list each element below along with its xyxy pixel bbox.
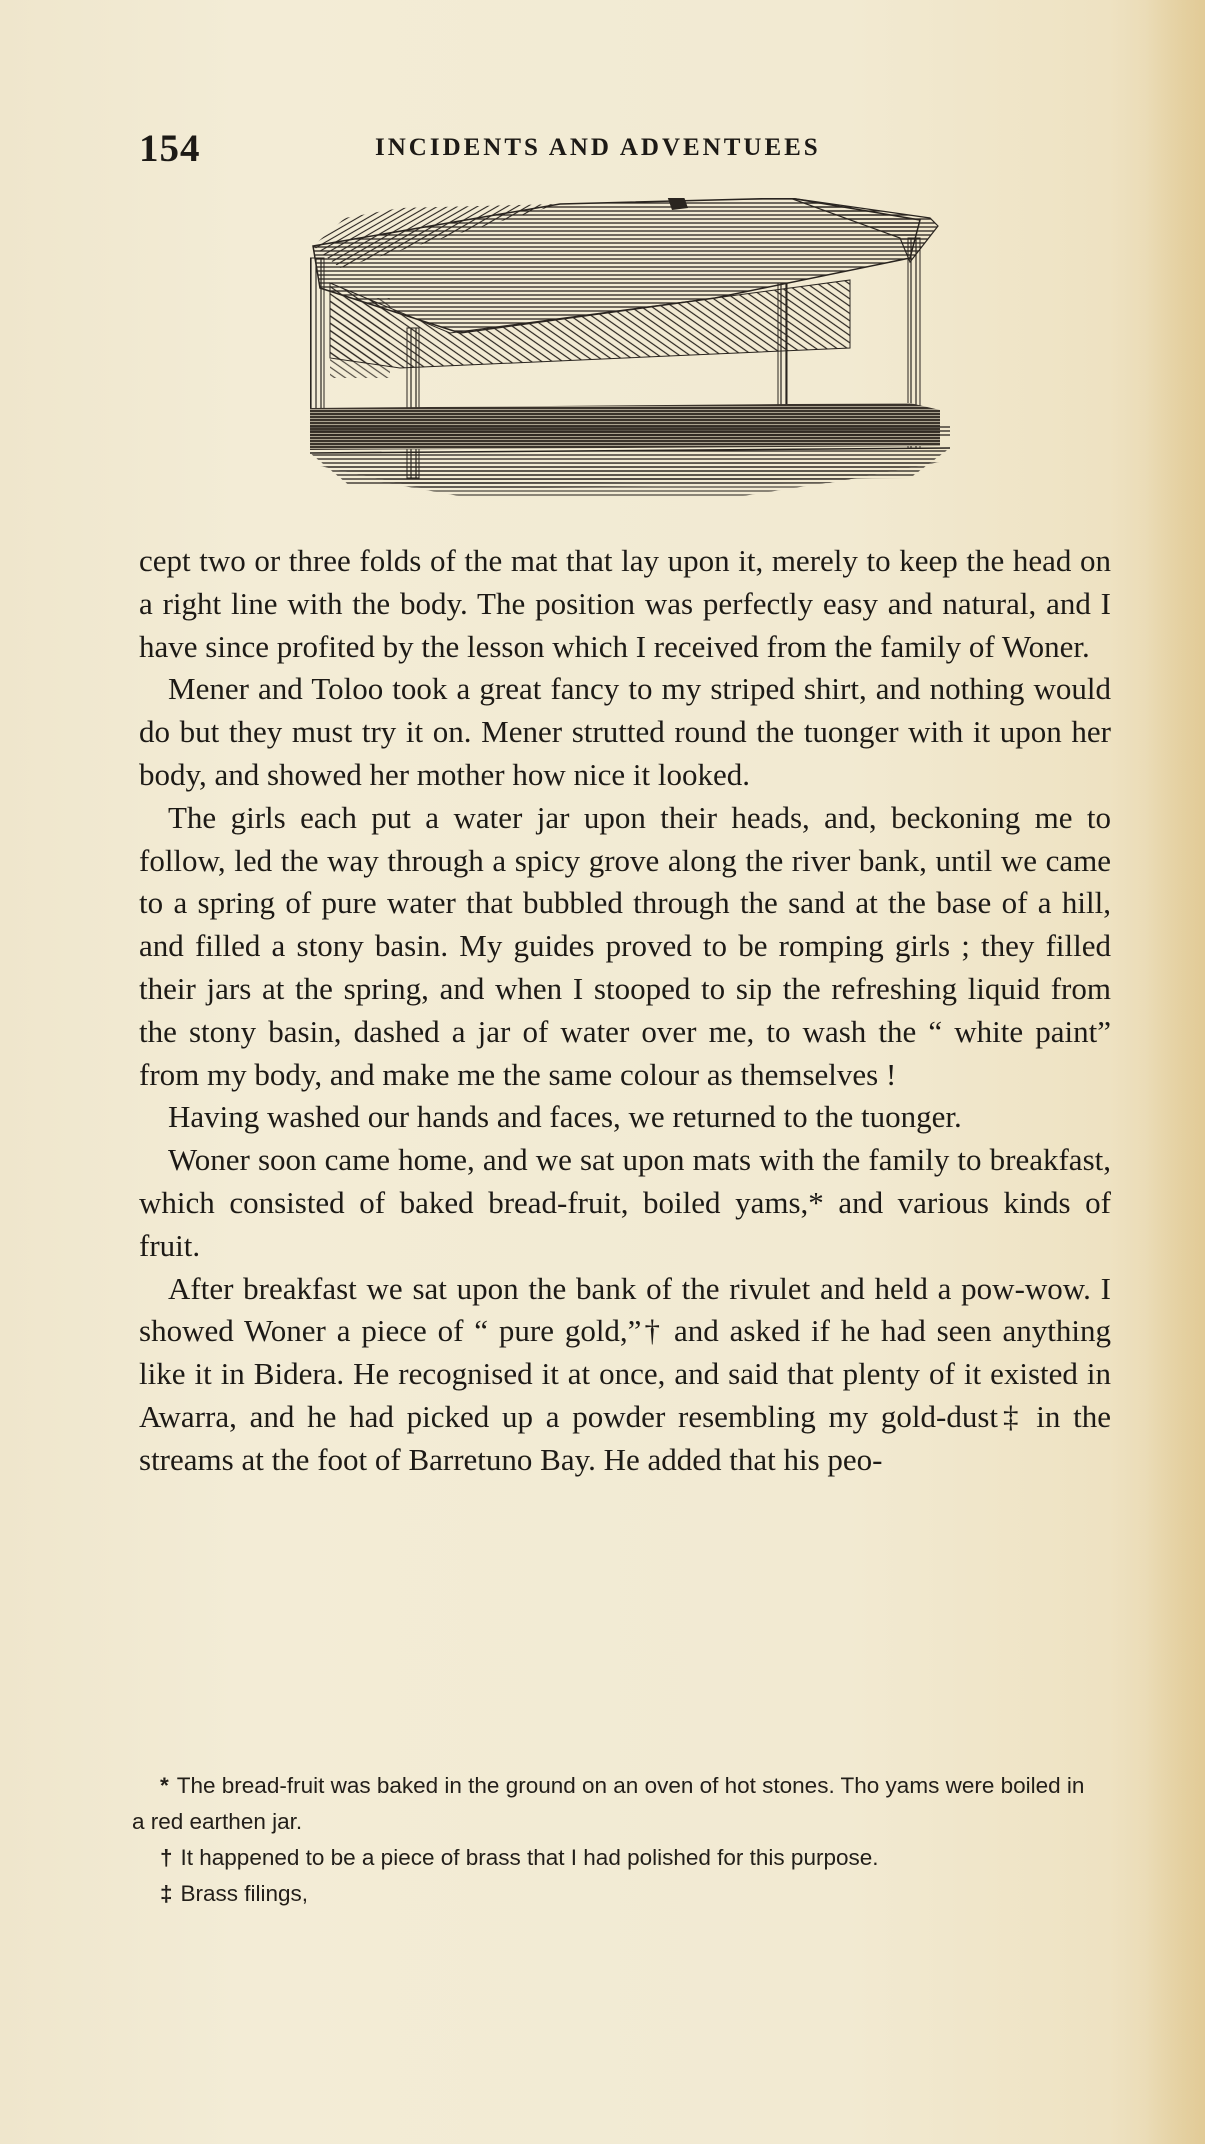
paragraph: Mener and Toloo took a great fancy to my striped shirt, and nothing would do but they must try it on. Mener strutted round the tuonger with it upon her body, and showed her mother how nice it looked. bbox=[139, 671, 1111, 792]
page-header bbox=[139, 126, 1119, 176]
body-text bbox=[139, 540, 1111, 1482]
footnote-marker: * bbox=[160, 1773, 169, 1798]
footnotes bbox=[132, 1768, 1092, 1912]
paragraph: Woner soon came home, and we sat upon mats with the family to breakfast, which consisted of baked bread-fruit, boiled yams,* and various kinds of fruit. bbox=[139, 1142, 1111, 1263]
page-number: 154 bbox=[139, 127, 201, 170]
paragraph: The girls each put a water jar upon their heads, and, beckoning me to follow, led the way through a spicy grove along the river bank, until we came to a spring of pure water that bubbled through the sand at the base of a hill, and filled a stony basin. My guides proved to be romping girls ; they filled their jars at the spring, and when I stooped to sip the refreshing liquid from the stony basin, dashed a jar of water over me, to wash the “ white paint” from my body, and make me the same colour as themselves ! bbox=[139, 799, 1111, 1092]
paragraph: cept two or three folds of the mat that lay upon it, merely to keep the head on a right line with the body. The position was perfectly easy and natural, and I have since profited by the lesson which I received from the family of Woner. bbox=[139, 543, 1111, 664]
hut-engraving-icon bbox=[310, 198, 950, 533]
footnote-text: Brass filings, bbox=[180, 1881, 309, 1906]
footnote bbox=[132, 1876, 1092, 1912]
footnote-text: It happened to be a piece of brass that I had polished for this purpose. bbox=[180, 1845, 879, 1870]
footnote-marker: ‡ bbox=[160, 1881, 173, 1906]
paragraph: Having washed our hands and faces, we returned to the tuonger. bbox=[168, 1099, 962, 1135]
running-title: INCIDENTS AND ADVENTUEES bbox=[375, 134, 821, 161]
footnote-text: The bread-fruit was baked in the ground on an oven of hot stones. Tho yams were boiled in a red earthen jar. bbox=[132, 1773, 1085, 1834]
paragraph: After breakfast we sat upon the bank of the rivulet and held a pow-wow. I showed Woner a piece of “ pure gold,”† and asked if he had seen anything like it in Bidera. He recognised it at once, and said that plenty of it existed in Awarra, and he had picked up a powder resembling my gold-dust‡ in the streams at the foot of Barretuno Bay. He added that his peo- bbox=[139, 1270, 1111, 1477]
footnote-marker: † bbox=[160, 1845, 173, 1870]
footnote bbox=[132, 1840, 1092, 1876]
footnote bbox=[132, 1768, 1092, 1840]
page-edge-shadow bbox=[1145, 0, 1205, 2144]
